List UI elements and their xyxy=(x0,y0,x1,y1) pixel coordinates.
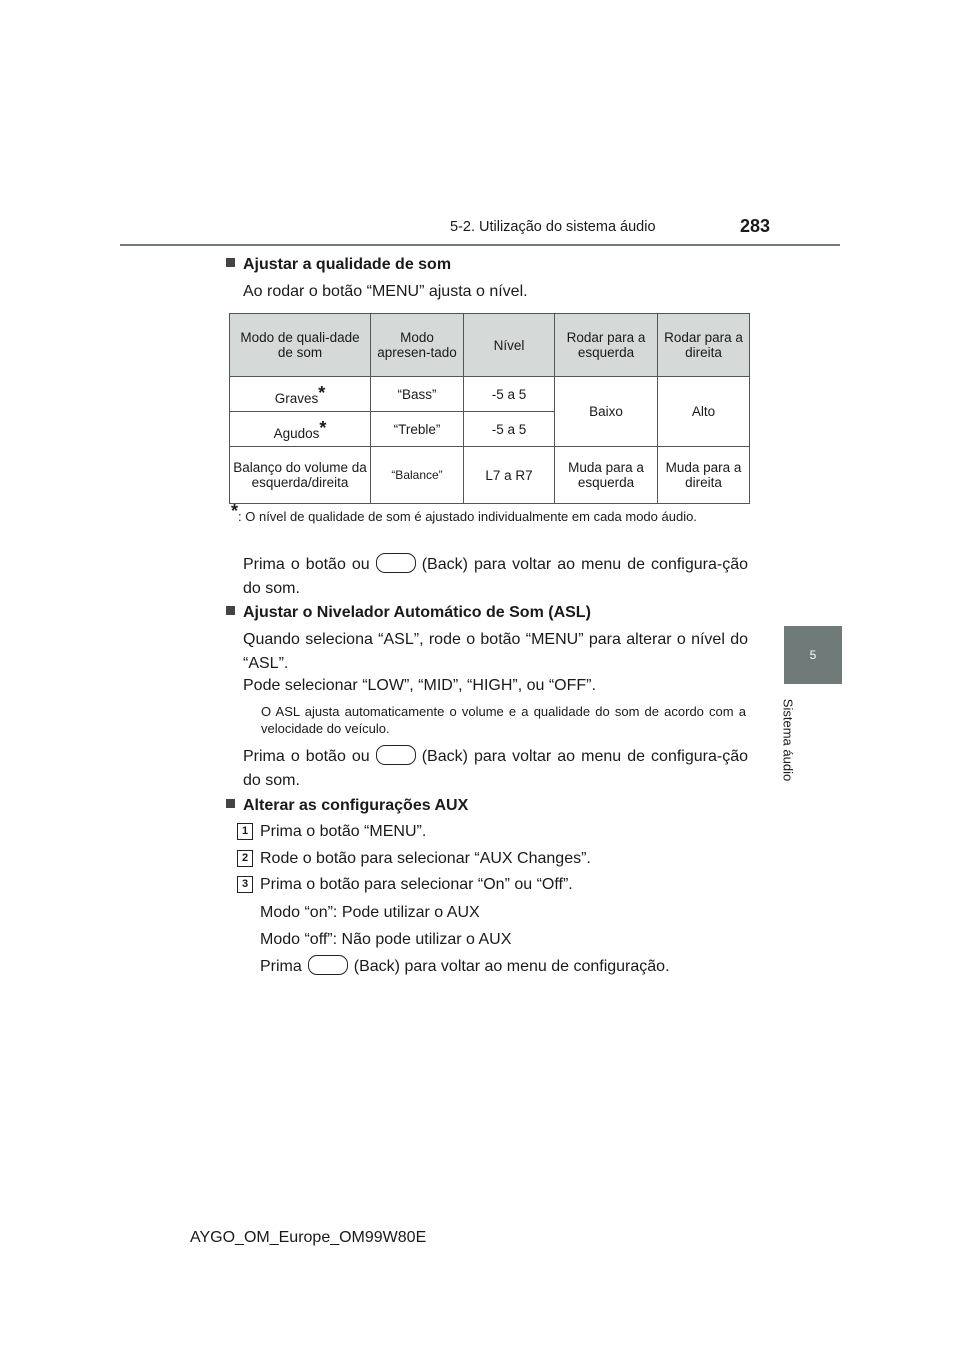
back-button-icon xyxy=(376,553,416,573)
table-cell: Graves* xyxy=(230,377,371,412)
header-divider xyxy=(120,244,840,246)
aux-step-3 xyxy=(237,874,253,893)
footnote-mark: * xyxy=(231,501,239,521)
table-header: Nível xyxy=(464,314,555,377)
table-header: Rodar para a esquerda xyxy=(555,314,658,377)
step-number: 2 xyxy=(237,850,253,867)
aux-step-3-text: Prima o botão para selecionar “On” ou “Off”. xyxy=(260,876,573,893)
step-number: 1 xyxy=(237,823,253,840)
table-cell: “Bass” xyxy=(371,377,464,412)
chapter-label-box xyxy=(760,692,816,787)
table-cell: Muda para a direita xyxy=(658,447,750,504)
table-cell: L7 a R7 xyxy=(464,447,555,504)
table-footnote: *: O nível de qualidade de som é ajustado individualmente em cada modo áudio. xyxy=(231,501,697,524)
aux-step-1-text: Prima o botão “MENU”. xyxy=(260,823,427,840)
asl-heading: Ajustar o Nivelador Automático de Som (ASL) xyxy=(226,604,591,622)
asl-note: O ASL ajusta automaticamente o volume e a qualidade do som de acordo com a velocidade do veículo. xyxy=(261,704,746,736)
bullet-square-icon xyxy=(226,799,235,808)
table-header-row xyxy=(230,314,750,377)
table-cell: Alto xyxy=(658,377,750,447)
chapter-tab xyxy=(784,626,842,684)
sound-quality-heading: Ajustar a qualidade de som xyxy=(226,256,451,274)
sound-back-instruction: Prima o botão ou (Back) para voltar ao menu de configura-ção do som. xyxy=(243,553,748,601)
aux-mode-off: Modo “off”: Não pode utilizar o AUX xyxy=(260,931,512,948)
table-cell: Agudos* xyxy=(230,412,371,447)
table-cell: -5 a 5 xyxy=(464,377,555,412)
sound-quality-table xyxy=(229,313,750,504)
table-cell: Balanço do volume da esquerda/direita xyxy=(230,447,371,504)
document-code: AYGO_OM_Europe_OM99W80E xyxy=(190,1229,427,1246)
sound-quality-intro: Ao rodar o botão “MENU” ajusta o nível. xyxy=(243,283,528,300)
table-row xyxy=(230,377,750,412)
back-button-icon xyxy=(308,955,348,975)
aux-step-1 xyxy=(237,821,253,840)
table-header: Modo de quali-dade de som xyxy=(230,314,371,377)
table-row xyxy=(230,447,750,504)
bullet-square-icon xyxy=(226,258,235,267)
footnote-mark: * xyxy=(318,382,326,403)
table-cell: Baixo xyxy=(555,377,658,447)
aux-step-2 xyxy=(237,848,253,867)
aux-mode-on: Modo “on”: Pode utilizar o AUX xyxy=(260,904,480,921)
asl-line2: Pode selecionar “LOW”, “MID”, “HIGH”, ou “OFF”. xyxy=(243,677,596,694)
table-cell: “Treble” xyxy=(371,412,464,447)
asl-line1: Quando seleciona “ASL”, rode o botão “MENU” para alterar o nível do “ASL”. xyxy=(243,631,748,672)
step-number: 3 xyxy=(237,876,253,893)
footnote-mark: * xyxy=(319,417,327,438)
back-button-icon xyxy=(376,745,416,765)
chapter-label: Sistema áudio xyxy=(780,698,796,781)
aux-back-instruction: Prima (Back) para voltar ao menu de configuração. xyxy=(260,955,670,979)
table-header: Rodar para a direita xyxy=(658,314,750,377)
page-number: 283 xyxy=(740,216,771,236)
table-cell: Muda para a esquerda xyxy=(555,447,658,504)
table-header: Modo apresen-tado xyxy=(371,314,464,377)
table-cell: “Balance” xyxy=(371,447,464,504)
bullet-square-icon xyxy=(226,606,235,615)
asl-back-instruction: Prima o botão ou (Back) para voltar ao menu de configura-ção do som. xyxy=(243,745,748,793)
aux-step-2-text: Rode o botão para selecionar “AUX Changes”. xyxy=(260,850,591,867)
section-title: 5-2. Utilização do sistema áudio xyxy=(450,219,656,235)
aux-heading: Alterar as configurações AUX xyxy=(226,797,468,815)
table-cell: -5 a 5 xyxy=(464,412,555,447)
chapter-number: 5 xyxy=(809,648,817,662)
